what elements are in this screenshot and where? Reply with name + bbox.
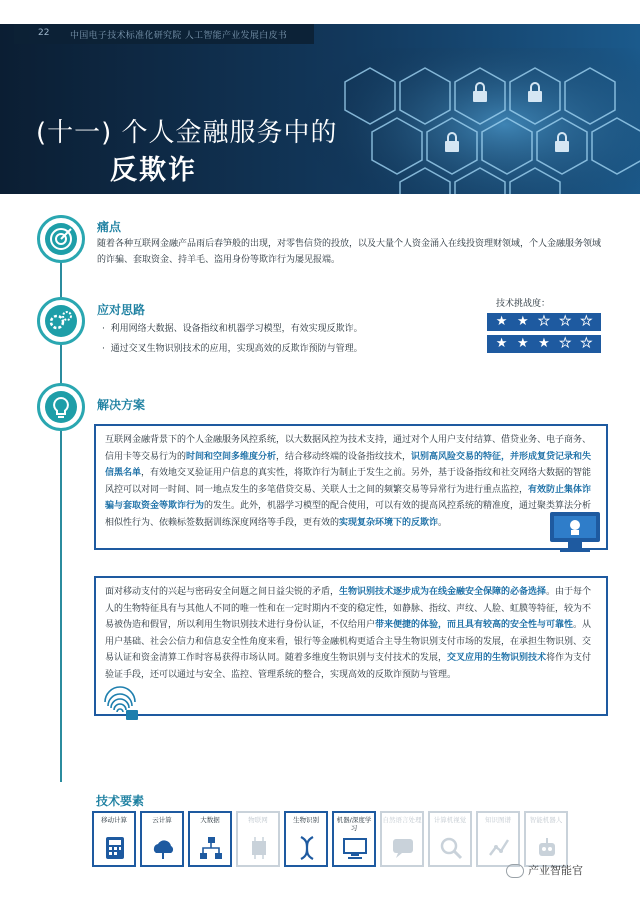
tech-tile xyxy=(284,811,328,867)
text-run: 的发生。此外，机器学习模型的配合使用，可以有效的提高风控系统的精准度，通过聚类算法分析相似性行为、依赖标签数据训练深度网络等手段，更有效的 xyxy=(105,501,592,528)
monitor-icon xyxy=(342,835,368,861)
text-run: 将作为支付验证手段，还可以通过与安全、监控、管理系统的整合，实现高效的反欺诈预防与管理。 xyxy=(105,653,592,680)
chat-icon xyxy=(390,835,416,861)
tech-tiles xyxy=(92,811,568,867)
wechat-icon xyxy=(506,864,524,878)
highlighted-phrase: 交叉应用的生物识别技术 xyxy=(447,653,547,664)
solution-heading: 解决方案 xyxy=(97,398,146,412)
highlighted-phrase: 时间和空间多维度分析 xyxy=(186,451,277,462)
challenge-label: 技术挑战度： xyxy=(496,299,551,309)
approach-heading: 应对思路 xyxy=(97,303,146,317)
dna-icon xyxy=(294,835,320,861)
text-run: 互联网金融背景下的个人金融服务风控系统，以大数据风控为技术支持，通过对个人用户支付结算、借贷业务、电子商务、信用卡等交易行为的 xyxy=(105,435,592,462)
tech-tile-label: 大数据 xyxy=(200,816,220,824)
tech-tile-label: 知识图谱 xyxy=(485,816,511,824)
highlighted-phrase: 生物识别技术逐步成为在线金融安全保障的必备选择 xyxy=(339,587,547,597)
star-empty-icon: ★ xyxy=(559,314,571,329)
fingerprint-lock-icon xyxy=(99,680,141,722)
highlighted-phrase: 实现复杂环境下的反欺诈 xyxy=(339,517,439,528)
graph-icon xyxy=(486,835,512,861)
lightbulb-icon xyxy=(37,383,85,431)
network-icon xyxy=(198,835,224,861)
text-run: 面对移动支付的兴起与密码安全问题之间日益尖锐的矛盾， xyxy=(105,587,340,597)
solution-box-risk-control xyxy=(94,424,608,550)
solution-box-biometrics xyxy=(94,576,608,716)
highlighted-phrase: 识别高风险交易的特征，并形成复贷记录和失信黑名单 xyxy=(105,451,592,479)
highlighted-phrase: 带来便捷的体验，而且具有较高的安全性与可靠性 xyxy=(375,620,574,631)
star-empty-icon: ★ xyxy=(538,314,550,329)
solution-box-biometrics-text xyxy=(105,584,597,684)
approach-bullet-2: · 通过交叉生物识别技术的应用，实现高效的反欺诈预防与管理。 xyxy=(102,344,363,354)
tech-tile xyxy=(332,811,376,867)
page-number: 22 xyxy=(38,28,50,38)
star-empty-icon: ★ xyxy=(580,336,593,351)
tech-tile-label: 自然语言处理 xyxy=(382,816,422,824)
tech-tile-label: 智能机器人 xyxy=(529,816,563,824)
tech-tile xyxy=(428,811,472,867)
chip-icon xyxy=(246,835,272,861)
footer-brand-text: 产业智能官 xyxy=(528,864,583,877)
tech-tile xyxy=(188,811,232,867)
text-run: 。由于每个人的生物特征具有与其他人不同的唯一性和在一定时期内不变的稳定性，如静脉、指纹、声纹、人脸、虹膜等特征，较为不易被伪造和假冒，所以利用生物识别技术进行身份认证，不仅给用户 xyxy=(105,587,592,631)
target-icon xyxy=(37,215,85,263)
star-empty-icon: ★ xyxy=(580,314,593,329)
approach-bullet-2-text: 通过交叉生物识别技术的应用，实现高效的反欺诈预防与管理。 xyxy=(110,344,363,354)
header-banner xyxy=(0,24,640,194)
calculator-icon xyxy=(102,835,128,861)
text-run: 。 xyxy=(438,517,448,528)
magnifier-icon xyxy=(438,835,464,861)
star-filled-icon: ★ xyxy=(495,336,508,351)
star-filled-icon: ★ xyxy=(516,314,529,329)
computer-warning-icon xyxy=(548,510,602,554)
rating-row-1 xyxy=(487,313,601,331)
star-filled-icon: ★ xyxy=(538,336,550,351)
tech-tile xyxy=(380,811,424,867)
hexagon-network-illustration xyxy=(300,48,640,194)
robot-icon xyxy=(534,835,560,861)
star-filled-icon: ★ xyxy=(495,314,508,329)
text-run: 。从用户基础、社会公信力和信息安全性角度来看，银行等金融机构更适合主导生物识别支付市场的发展，在承担生物识别、交易认证和资金清算工作时容易获得市场认同。随着多维度生物识别与支付技术的发展， xyxy=(105,620,592,664)
solution-box-risk-control-text xyxy=(105,432,597,532)
star-empty-icon: ★ xyxy=(559,336,571,351)
tech-tile-label: 生物识别 xyxy=(293,816,319,824)
text-run: ，结合移动终端的设备指纹技术， xyxy=(276,451,412,462)
tech-tile xyxy=(236,811,280,867)
approach-bullet-1-text: 利用网络大数据、设备指纹和机器学习模型，有效实现反欺诈。 xyxy=(110,324,363,334)
rating-row-2 xyxy=(487,335,601,353)
tech-tile-label: 云计算 xyxy=(152,816,172,824)
tech-tile xyxy=(92,811,136,867)
approach-bullet-1: · 利用网络大数据、设备指纹和机器学习模型，有效实现反欺诈。 xyxy=(102,324,363,334)
top-margin xyxy=(0,0,640,24)
pain-point-heading: 痛点 xyxy=(97,220,122,234)
footer-brand xyxy=(506,862,583,878)
tech-tile-label: 移动计算 xyxy=(101,816,127,824)
highlighted-phrase: 有效防止集体诈骗与套取资金等欺诈行为 xyxy=(105,484,592,512)
pain-point-text: 随着各种互联网金融产品雨后春笋般的出现，对零售信贷的投放，以及大量个人资金涌入在线投资理财领域，个人金融服务领域的诈骗、套取资金、持羊毛、盗用身份等欺诈行为屡见报端。 xyxy=(97,239,602,265)
running-title: 中国电子技术标准化研究院 人工智能产业发展白皮书 xyxy=(70,31,288,41)
star-filled-icon: ★ xyxy=(516,336,529,351)
tech-tile-label: 计算机视觉 xyxy=(433,816,467,824)
tech-tile-label: 机器/深度学习 xyxy=(336,816,372,832)
page-title-line2: 反欺诈 xyxy=(110,155,197,186)
tech-tile-label: 物联网 xyxy=(248,816,268,824)
tech-elements-heading: 技术要素 xyxy=(96,794,145,808)
tech-tile xyxy=(476,811,520,867)
cloud-icon xyxy=(150,835,176,861)
tech-tile xyxy=(140,811,184,867)
text-run: ，有效地交叉验证用户信息的真实性，将欺诈行为制止于发生之前。另外，基于设备指纹和社交网络大数据的智能风控可以对同一时间、同一地点发生的多笔借贷交易、关联人士之间的频繁交易等异常行为进行重点监控， xyxy=(105,468,592,495)
tech-tile xyxy=(524,811,568,867)
page-title-line1: (十一) 个人金融服务中的 xyxy=(36,118,338,148)
gears-icon xyxy=(37,297,85,345)
